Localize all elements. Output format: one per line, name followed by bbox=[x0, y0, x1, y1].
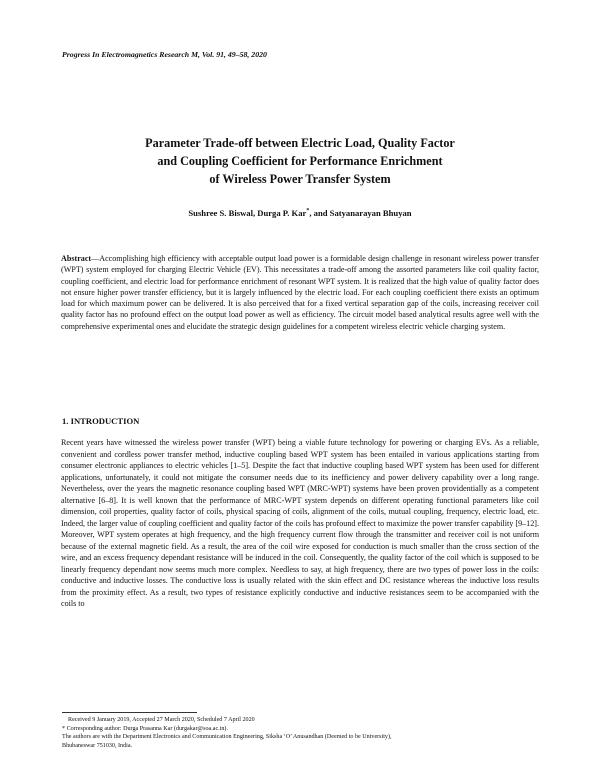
paper-title bbox=[60, 134, 540, 188]
affiliation-line: The authors are with the Department Electronics and Communication Engineering, Siksha ‘O’ Anusandhan (Deemed to be University), bbox=[62, 734, 392, 741]
section-heading: 1. INTRODUCTION bbox=[62, 416, 140, 426]
corresponding-author: * Corresponding author: Durga Prasanna Kar (durgakar@soa.ac.in). bbox=[62, 725, 228, 732]
corresponding-mark: * bbox=[306, 208, 310, 215]
title-line: Parameter Trade-off between Electric Load, Quality Factor bbox=[145, 136, 455, 150]
authors-rest: , and Satyanarayan Bhuyan bbox=[309, 208, 412, 218]
footnotes bbox=[62, 716, 540, 750]
abstract bbox=[61, 253, 539, 332]
title-line: of Wireless Power Transfer System bbox=[209, 172, 391, 186]
abstract-text: —Accomplishing high efficiency with acceptable output load power is a formidable design challenge in resonant wireless power transfer (WPT) system employed for charging Electric Vehicle (EV). This necessitates a trade-off among the assorted parameters like coil quality factor, coupling coefficient, and electric load for performance enrichment of resonant WPT system. It is realized that the high value of quality factor does not ensure higher power transfer efficiency, but it is largely influenced by the electric load. For each coupling coefficient there exists an optimum load for which maximum power can be delivered. It is also perceived that for a fixed vertical separation gap of the coils, increasing receiver coil quality factor has no profound effect on the output load power as well as efficiency. The circuit model based analytical results agree well with the comprehensive experimental ones and elucidate the strategic design guidelines for a competent wireless electric vehicle charging system. bbox=[61, 254, 539, 331]
authors-first: Sushree S. Biswal, Durga P. Kar bbox=[188, 208, 307, 218]
introduction-text: Recent years have witnessed the wireless power transfer (WPT) being a viable future technology for powering or charging EVs. As a reliable, convenient and cordless power transfer method, inductive coupling based WPT system has been entailed in various applications starting from consumer electronic appliances to electric vehicles [1–5]. Despite the fact that inductive coupling based WPT system has been used for different applications, unfortunately, it could not mitigate the consumer needs due to its inefficiency and power delivery capability over a long range. Nevertheless, over the years the magnetic resonance coupling based WPT (MRC-WPT) systems have been proven providentially as a competent alternative [6–8]. It is well known that the performance of MRC-WPT system depends on different operating functional parameters like coil dimension, coil properties, quality factor of coils, physical spacing of coils, alignment of the coils, mutual coupling, frequency, electric load, etc. Indeed, the larger value of coupling coefficient and quality factor of the coils has profound effect to maximize the power transfer capability [9–12]. Moreover, WPT system operates at high frequency, and the high frequency current flow through the transmitter and receiver coil is not uniform because of the external magnetic field. As a result, the area of the coil wire exposed for conduction is much smaller than the cross section of the wire, and an excess frequency dependant resistance will be induced in the coil. Consequently, the quality factor of the coil which is supposed to be linearly frequency dependant now seems much more complex. Needless to say, at high frequency, there are two types of power loss in the coils: conductive and inductive losses. The conductive loss is usually related with the skin effect and DC resistance whereas the inductive loss results from the proximity effect. As a result, two types of resistance explicitly conductive and inductive resistances seem to be accompanied with the coils to bbox=[61, 438, 539, 608]
affiliation-line: Bhubaneswar 751030, India. bbox=[62, 742, 133, 749]
footnote-rule bbox=[62, 712, 197, 713]
abstract-label: Abstract bbox=[61, 254, 92, 263]
journal-header: Progress In Electromagnetics Research M, Vol. 91, 49–58, 2020 bbox=[62, 50, 267, 59]
received-dates: Received 9 January 2019, Accepted 27 March 2020, Scheduled 7 April 2020 bbox=[68, 717, 255, 723]
title-line: and Coupling Coefficient for Performance Enrichment bbox=[157, 154, 443, 168]
author-list bbox=[60, 208, 540, 218]
